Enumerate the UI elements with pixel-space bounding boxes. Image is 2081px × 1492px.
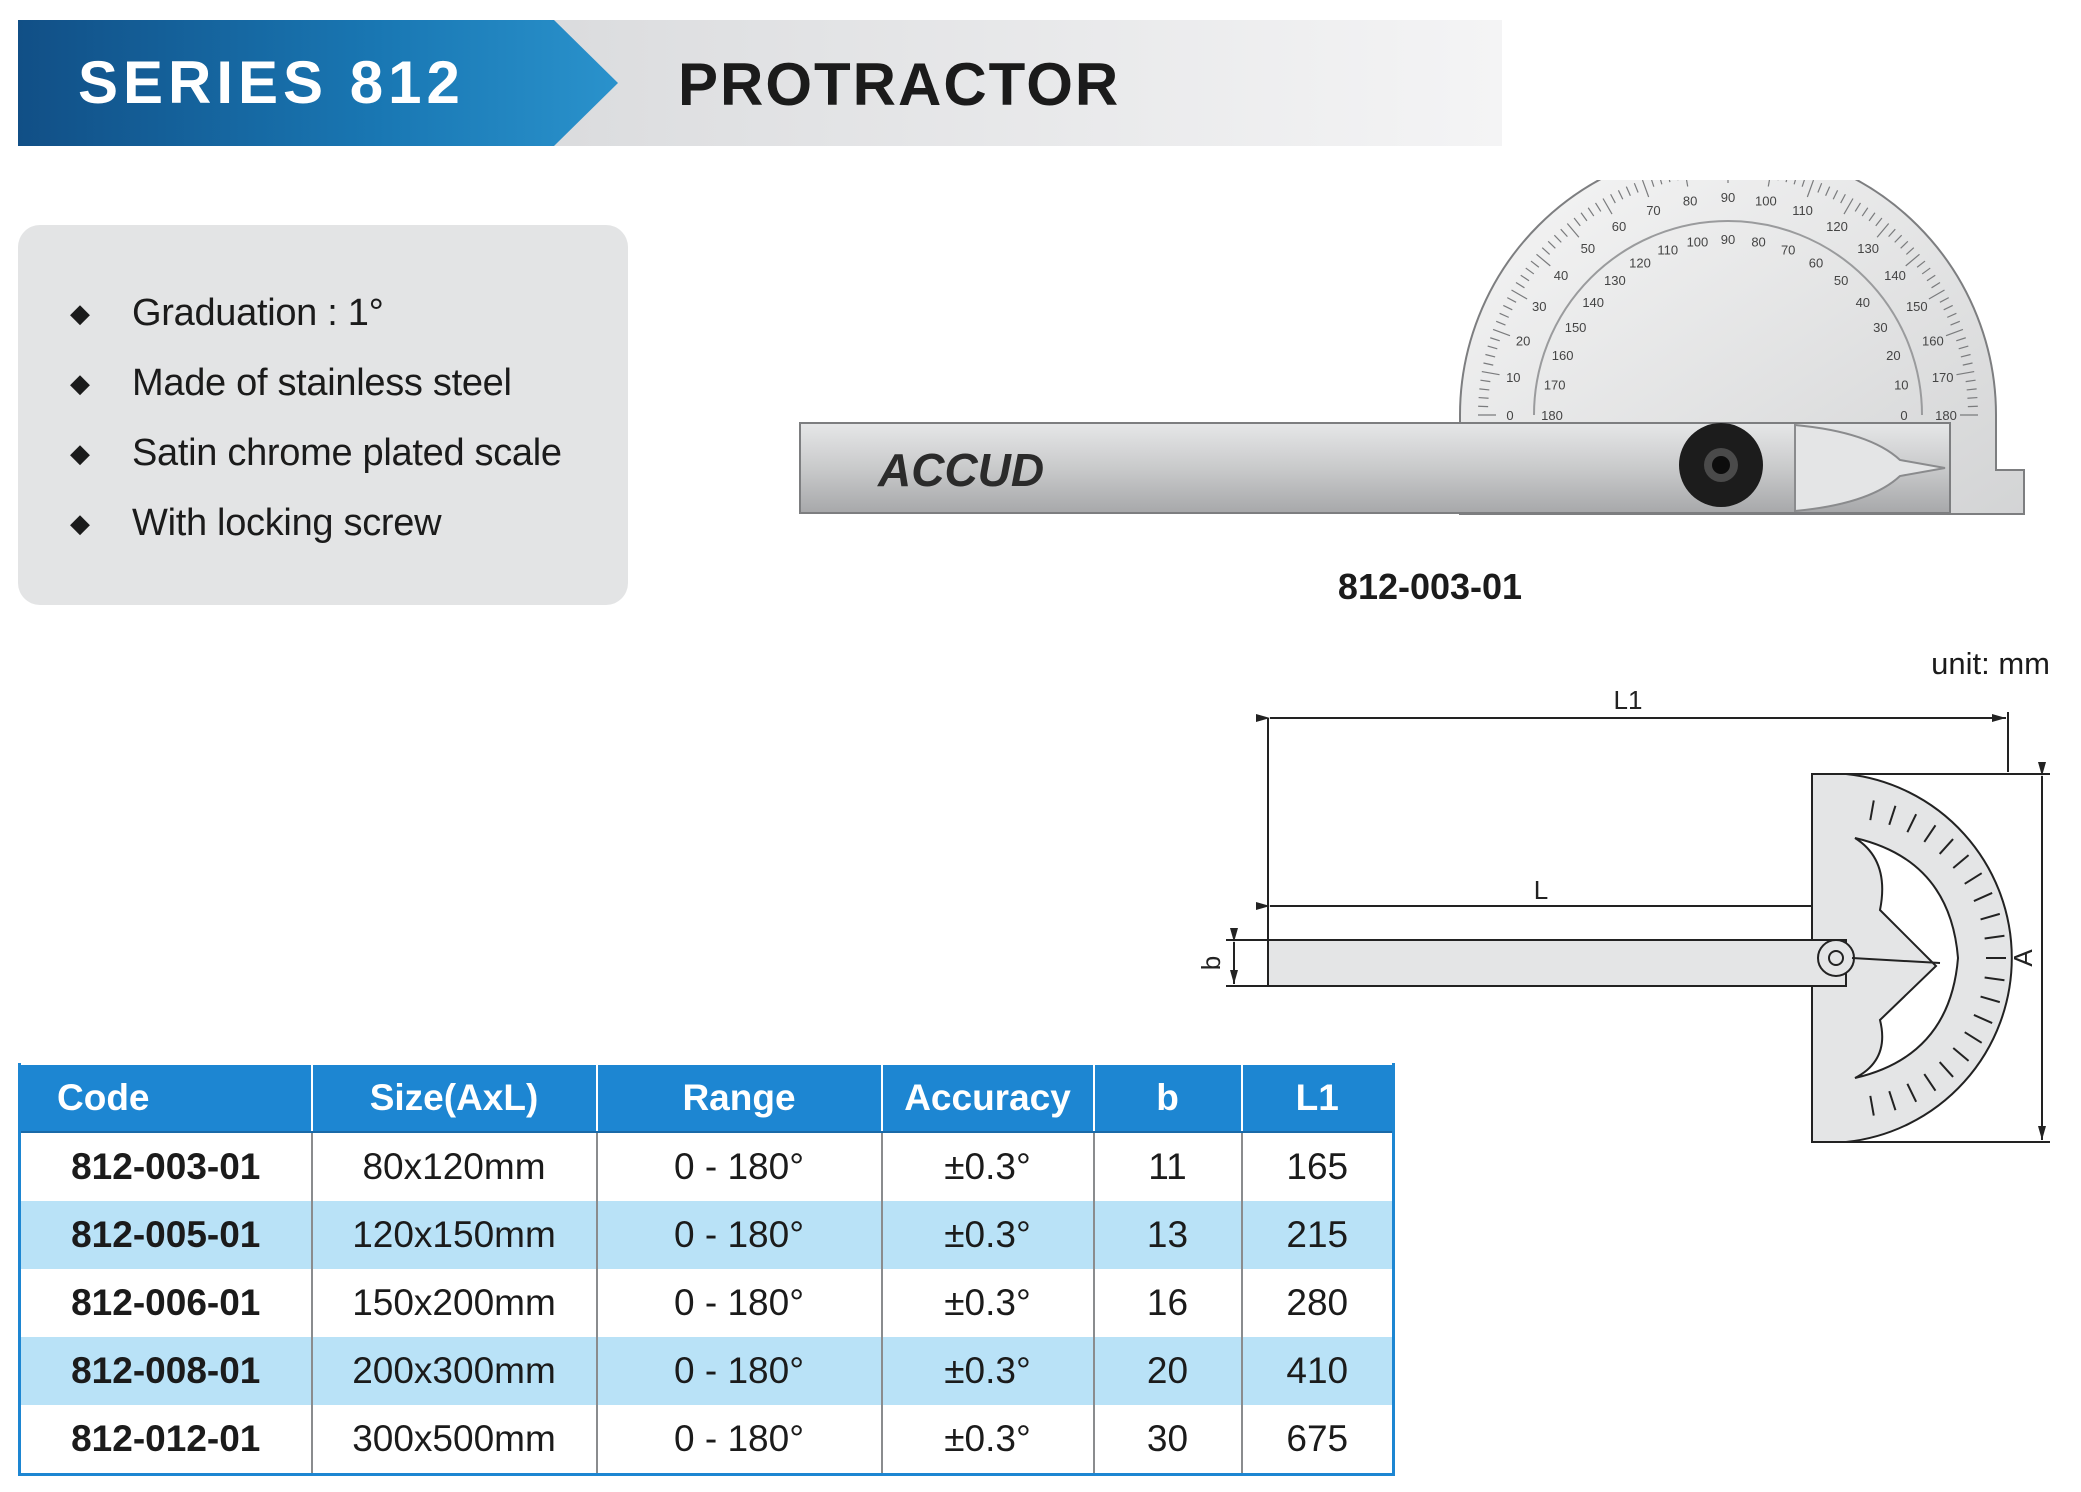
- page-title: PROTRACTOR: [678, 51, 1121, 118]
- cell-range: 0 - 180°: [597, 1269, 882, 1337]
- inner-scale-number-5: 130: [1604, 273, 1626, 289]
- col-header-range: Range: [597, 1064, 882, 1132]
- outer-scale-number-0: 0: [1506, 408, 1514, 423]
- outer-scale-number-10: 100: [1755, 193, 1777, 209]
- inner-scale-number-4: 140: [1582, 294, 1605, 310]
- dim-label-a: A: [2008, 949, 2038, 967]
- unit-label: unit: mm: [1931, 646, 2050, 681]
- features-list: [70, 293, 562, 573]
- outer-scale-number-4: 40: [1553, 267, 1569, 283]
- cell-b: 20: [1094, 1337, 1242, 1405]
- feature-text: Graduation : 1°: [132, 292, 384, 334]
- cell-code: 812-006-01: [20, 1269, 312, 1337]
- cell-code: 812-003-01: [20, 1132, 312, 1201]
- col-header-l1: L1: [1242, 1064, 1394, 1132]
- dim-label-l1: L1: [1613, 685, 1643, 715]
- cell-range: 0 - 180°: [597, 1132, 882, 1201]
- cell-l1: 675: [1242, 1405, 1394, 1475]
- cell-b: 11: [1094, 1132, 1242, 1201]
- inner-scale-number-0: 180: [1541, 408, 1563, 423]
- inner-scale-number-11: 70: [1780, 242, 1796, 258]
- outer-scale-number-13: 130: [1857, 241, 1879, 257]
- inner-scale-number-2: 160: [1551, 347, 1574, 363]
- cell-accuracy: ±0.3°: [882, 1269, 1094, 1337]
- spec-table: [18, 1063, 1395, 1476]
- outer-scale-number-9: 90: [1720, 190, 1736, 205]
- inner-scale-number-15: 30: [1873, 320, 1888, 335]
- inner-scale-number-3: 150: [1564, 320, 1587, 335]
- outer-scale-number-8: 80: [1682, 193, 1698, 209]
- outer-scale-number-7: 70: [1646, 203, 1661, 219]
- cell-l1: 165: [1242, 1132, 1394, 1201]
- cell-size: 120x150mm: [312, 1201, 597, 1269]
- inner-scale-number-14: 40: [1855, 294, 1871, 310]
- outer-scale-number-6: 60: [1611, 219, 1627, 235]
- dim-label-b: b: [1196, 955, 1226, 971]
- col-header-code: Code: [20, 1064, 312, 1132]
- dim-label-l: L: [1533, 875, 1549, 905]
- cell-range: 0 - 180°: [597, 1201, 882, 1269]
- outer-scale-number-11: 110: [1792, 203, 1813, 219]
- inner-scale-number-17: 10: [1894, 377, 1909, 393]
- outer-scale-number-14: 140: [1884, 267, 1906, 283]
- cell-size: 300x500mm: [312, 1405, 597, 1475]
- feature-text: Satin chrome plated scale: [132, 432, 562, 474]
- cell-b: 13: [1094, 1201, 1242, 1269]
- feature-text: Made of stainless steel: [132, 362, 512, 404]
- table-row: [20, 1269, 1394, 1337]
- col-header-accuracy: Accuracy: [882, 1064, 1094, 1132]
- table-row: [20, 1337, 1394, 1405]
- table-row: [20, 1405, 1394, 1475]
- cell-size: 80x120mm: [312, 1132, 597, 1201]
- cell-accuracy: ±0.3°: [882, 1405, 1094, 1475]
- inner-scale-number-9: 90: [1720, 232, 1736, 247]
- outer-scale-number-5: 50: [1580, 241, 1596, 257]
- cell-accuracy: ±0.3°: [882, 1201, 1094, 1269]
- series-label: SERIES 812: [78, 49, 465, 116]
- outer-scale-number-16: 160: [1922, 333, 1944, 349]
- inner-scale-number-8: 100: [1686, 234, 1709, 250]
- features-panel: [18, 225, 628, 605]
- cell-accuracy: ±0.3°: [882, 1337, 1094, 1405]
- diamond-bullet-icon: ◆: [70, 508, 90, 538]
- feature-item: [70, 293, 562, 363]
- product-photo: [790, 180, 2060, 540]
- inner-scale-number-7: 110: [1657, 242, 1679, 258]
- diamond-bullet-icon: ◆: [70, 368, 90, 398]
- diamond-bullet-icon: ◆: [70, 298, 90, 328]
- table-row: [20, 1132, 1394, 1201]
- feature-text: With locking screw: [132, 502, 442, 544]
- diamond-bullet-icon: ◆: [70, 438, 90, 468]
- cell-accuracy: ±0.3°: [882, 1132, 1094, 1201]
- inner-scale-number-13: 50: [1833, 273, 1849, 289]
- cell-l1: 215: [1242, 1201, 1394, 1269]
- outer-scale-number-17: 170: [1931, 370, 1954, 386]
- cell-b: 16: [1094, 1269, 1242, 1337]
- feature-item: [70, 363, 562, 433]
- inner-scale-number-18: 0: [1900, 408, 1908, 423]
- inner-scale-number-16: 20: [1886, 347, 1901, 363]
- feature-item: [70, 503, 562, 573]
- cell-l1: 280: [1242, 1269, 1394, 1337]
- outer-scale-number-3: 30: [1531, 299, 1547, 314]
- cell-code: 812-005-01: [20, 1201, 312, 1269]
- inner-scale-number-12: 60: [1808, 255, 1824, 271]
- cell-l1: 410: [1242, 1337, 1394, 1405]
- cell-code: 812-008-01: [20, 1337, 312, 1405]
- photo-caption: 812-003-01: [1337, 566, 1523, 607]
- inner-scale-number-10: 80: [1751, 234, 1766, 250]
- cell-size: 200x300mm: [312, 1337, 597, 1405]
- inner-scale-number-6: 120: [1629, 255, 1651, 271]
- col-header-b: b: [1094, 1064, 1242, 1132]
- table-header-row: [20, 1064, 1394, 1132]
- inner-scale-number-1: 170: [1543, 377, 1566, 393]
- outer-scale-number-12: 120: [1826, 219, 1848, 235]
- cell-range: 0 - 180°: [597, 1405, 882, 1475]
- feature-item: [70, 433, 562, 503]
- cell-b: 30: [1094, 1405, 1242, 1475]
- outer-scale-number-18: 180: [1935, 408, 1957, 423]
- brand-logo: ACCUD: [878, 444, 1045, 496]
- outer-scale-number-15: 150: [1905, 299, 1928, 314]
- cell-code: 812-012-01: [20, 1405, 312, 1475]
- outer-scale-number-1: 10: [1506, 370, 1521, 386]
- outer-scale-number-2: 20: [1515, 333, 1531, 349]
- cell-size: 150x200mm: [312, 1269, 597, 1337]
- cell-range: 0 - 180°: [597, 1337, 882, 1405]
- col-header-size: Size(AxL): [312, 1064, 597, 1132]
- table-row: [20, 1201, 1394, 1269]
